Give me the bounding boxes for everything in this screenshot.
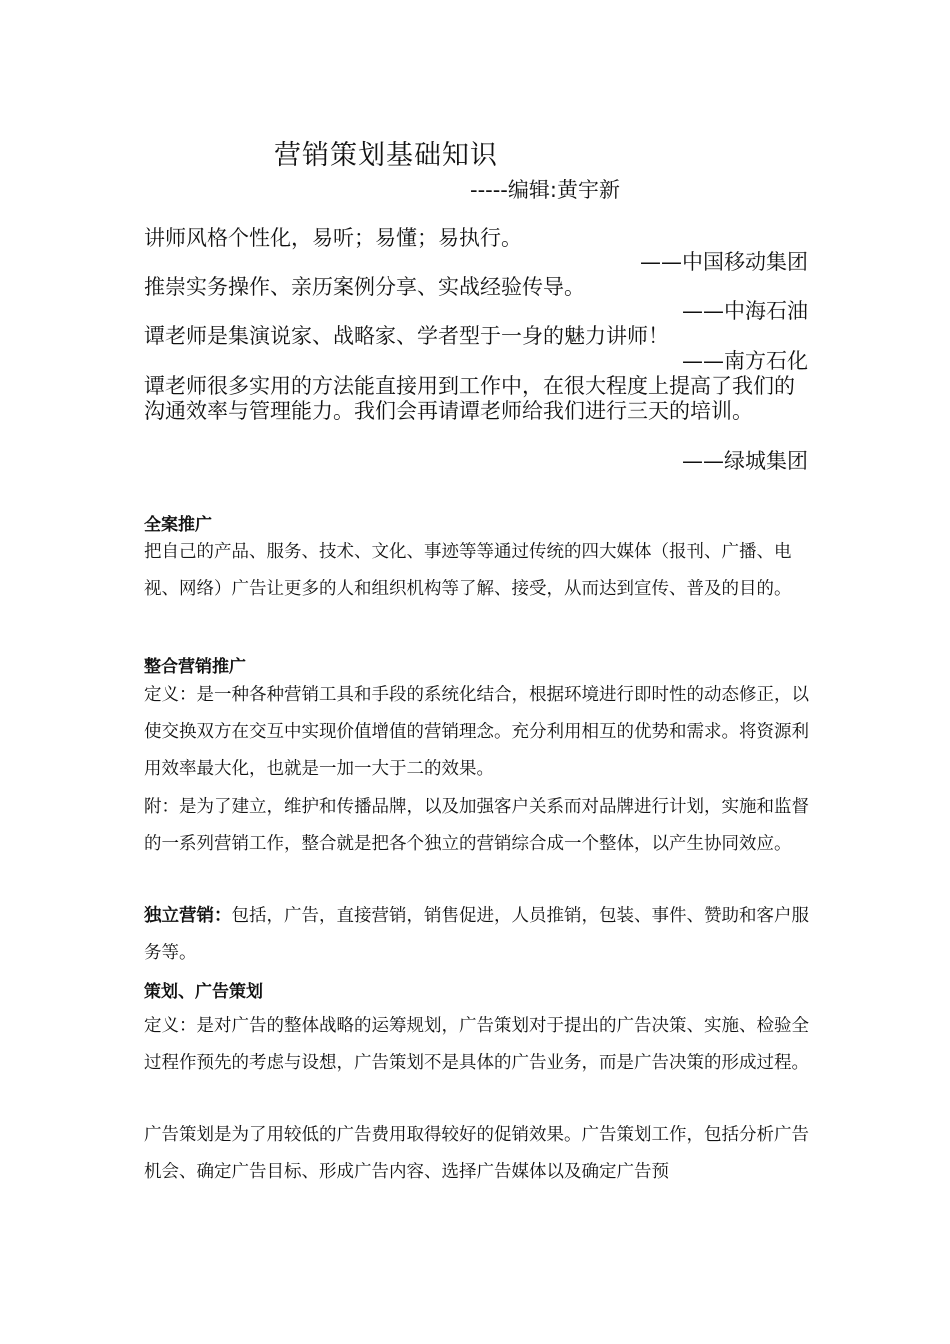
- testimonial-source: ——南方石化: [682, 349, 808, 373]
- testimonial-source: ——中国移动集团: [640, 250, 808, 274]
- paragraph: 定义：是对广告的整体战略的运筹规划，广告策划对于提出的广告决策、实施、检验全过程作预先的考虑与设想，广告策划不是具体的广告业务，而是广告决策的形成过程。: [144, 1016, 809, 1073]
- testimonial-source: ——中海石油: [682, 299, 808, 323]
- inline-heading: 独立营销：: [144, 906, 232, 926]
- testimonial-text: 谭老师是集演说家、战略家、学者型于一身的魅力讲师！: [144, 324, 669, 348]
- paragraph: 广告策划是为了用较低的广告费用取得较好的促销效果。广告策划工作，包括分析广告机会、确定广告目标、形成广告内容、选择广告媒体以及确定广告预: [144, 1125, 809, 1182]
- testimonial-text: 谭老师很多实用的方法能直接用到工作中，在很大程度上提高了我们的沟通效率与管理能力。我们会再请谭老师给我们进行三天的培训。: [144, 374, 795, 423]
- section-heading: 策划、广告策划: [144, 982, 263, 1002]
- document-title: 营销策划基础知识: [274, 140, 498, 171]
- paragraph: [144, 898, 824, 972]
- testimonial-text: 讲师风格个性化，易听；易懂；易执行。: [144, 226, 522, 250]
- editor-line: -----编辑:黄宇新: [470, 178, 620, 202]
- paragraph-text: 包括，广告，直接营销，销售促进，人员推销，包装、事件、赞助和客户服务等。: [144, 906, 809, 963]
- paragraph: 把自己的产品、服务、技术、文化、事迹等等通过传统的四大媒体（报刊、广播、电视、网络）广告让更多的人和组织机构等了解、接受，从而达到宣传、普及的目的。: [144, 542, 792, 599]
- section-heading: 全案推广: [144, 515, 212, 535]
- paragraph: 附：是为了建立，维护和传播品牌，以及加强客户关系而对品牌进行计划，实施和监督的一系列营销工作，整合就是把各个独立的营销综合成一个整体，以产生协同效应。: [144, 797, 809, 854]
- testimonial-source: ——绿城集团: [682, 449, 808, 473]
- paragraph: 定义：是一种各种营销工具和手段的系统化结合，根据环境进行即时性的动态修正，以使交换双方在交互中实现价值增值的营销理念。充分利用相互的优势和需求。将资源利用效率最大化，也就是一加一大于二的效果。: [144, 685, 809, 779]
- testimonial-text: 推崇实务操作、亲历案例分享、实战经验传导。: [144, 275, 585, 299]
- section-heading: 整合营销推广: [144, 657, 246, 677]
